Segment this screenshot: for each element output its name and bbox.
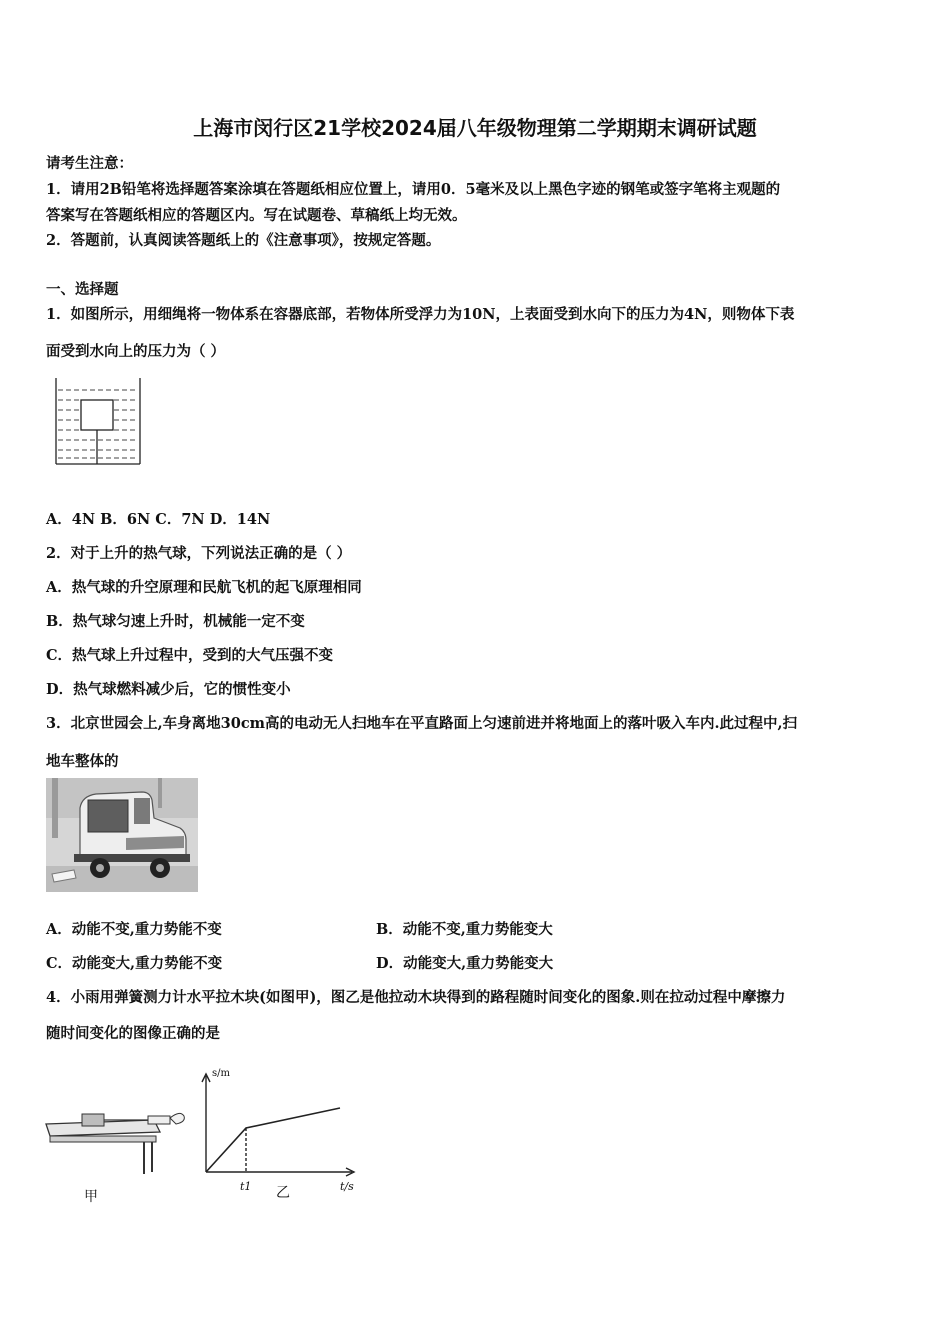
q3-stem-line1: 3．北京世园会上,车身离地30cm高的电动无人扫地车在平直路面上匀速前进并将地面上的落叶吸入车内.此过程中,扫 (46, 715, 798, 732)
fig-yi-label: 乙 (276, 1185, 290, 1201)
s-t-line (206, 1108, 340, 1172)
q3-stem-line2: 地车整体的 (46, 753, 119, 770)
block-shape (81, 400, 113, 430)
notice-item2: 2．答题前，认真阅读答题纸上的《注意事项》，按规定答题。 (46, 232, 441, 249)
table-block-figure (44, 1102, 194, 1192)
q1-stem-line2: 面受到水向上的压力为（ ） (46, 343, 226, 360)
t1-label: t1 (240, 1180, 252, 1193)
s-t-graph (196, 1068, 366, 1198)
q2-option-c: C．热气球上升过程中，受到的大气压强不变 (46, 647, 334, 664)
sweeper-photo (46, 778, 198, 892)
q4-stem-line1: 4．小雨用弹簧测力计水平拉木块(如图甲)，图乙是他拉动木块得到的路程随时间变化的图象.则在拉动过程中摩擦力 (46, 989, 786, 1006)
wood-block (82, 1114, 104, 1126)
q2-stem: 2．对于上升的热气球，下列说法正确的是（ ） (46, 545, 352, 562)
q2-option-a: A．热气球的升空原理和民航飞机的起飞原理相同 (46, 579, 362, 596)
notice-item1-line2: 答案写在答题纸相应的答题区内。写在试题卷、草稿纸上均无效。 (46, 207, 467, 224)
notice-item1-line1: 1．请用2B铅笔将选择题答案涂填在答题纸相应位置上，请用0．5毫米及以上黑色字迹的钢笔或签字笔将主观题的 (46, 181, 781, 198)
q1-options: A．4N B．6N C．7N D．14N (46, 511, 271, 528)
q3-option-d: D．动能变大,重力势能变大 (376, 955, 554, 972)
fig-jia-label: 甲 (84, 1189, 98, 1205)
container-figure (54, 376, 144, 468)
q2-option-d: D．热气球燃料减少后，它的惯性变小 (46, 681, 291, 698)
page-title: 上海市闵行区21学校2024届八年级物理第二学期期末调研试题 (193, 116, 757, 140)
x-axis-label: t/s (340, 1180, 354, 1193)
q1-stem-line1: 1．如图所示，用细绳将一物体系在容器底部，若物体所受浮力为10N，上表面受到水向下的压力为4N，则物体下表 (46, 306, 795, 323)
hand-shape (170, 1113, 184, 1124)
q3-option-a: A．动能不变,重力势能不变 (46, 921, 222, 938)
q4-stem-line2: 随时间变化的图像正确的是 (46, 1025, 220, 1042)
y-axis-label: s/m (212, 1068, 230, 1079)
section-heading: 一、选择题 (46, 281, 119, 298)
q2-option-b: B．热气球匀速上升时，机械能一定不变 (46, 613, 305, 630)
spring-scale (148, 1116, 170, 1124)
q3-option-c: C．动能变大,重力势能不变 (46, 955, 223, 972)
notice-heading: 请考生注意： (46, 155, 133, 172)
q3-option-b: B．动能不变,重力势能变大 (376, 921, 553, 938)
